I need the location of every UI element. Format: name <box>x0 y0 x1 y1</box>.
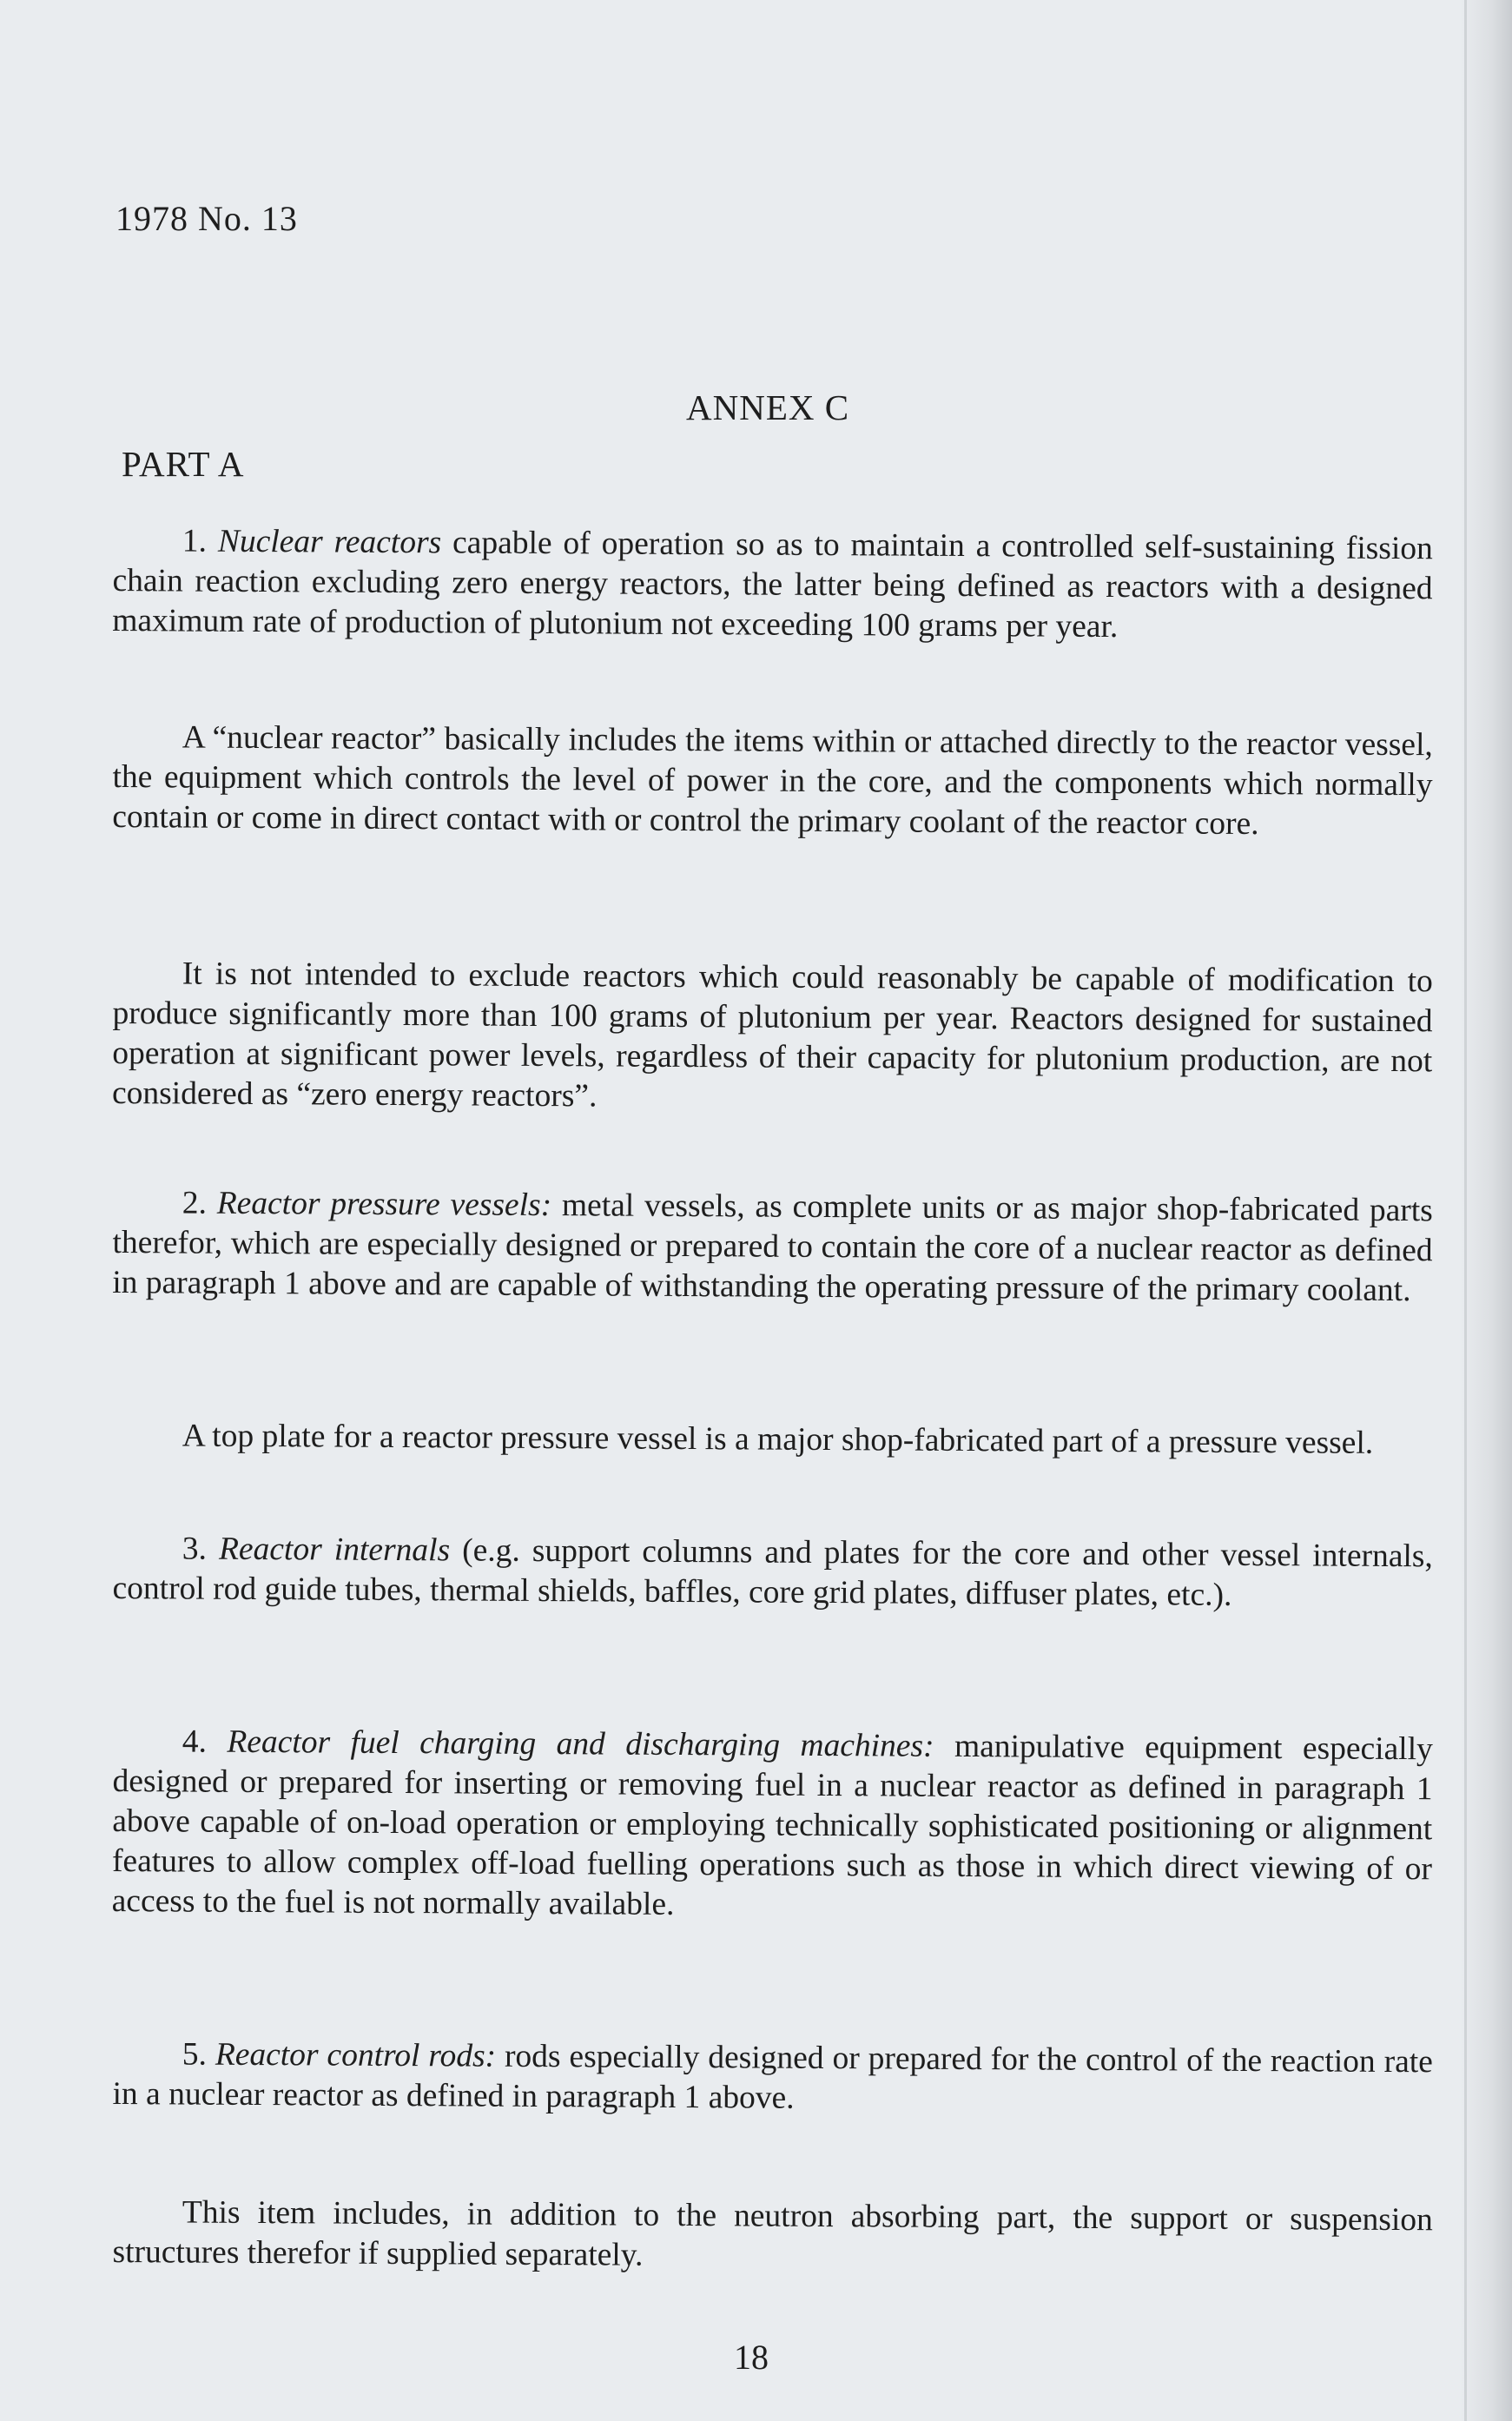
paragraph-number: 4. <box>182 1723 208 1760</box>
paragraph-text: (e.g. support columns and plates for the core and other vessel internals, control rod guide tubes, thermal shields, baffles, core grid plates, diffuser plates, etc.). <box>112 1532 1433 1613</box>
paragraph-2-note <box>113 1416 1433 1464</box>
part-title: PART A <box>122 444 245 484</box>
paragraph-4 <box>112 1722 1433 1929</box>
instrument-reference: 1978 No. 13 <box>116 199 298 238</box>
paragraph-text: This item includes, in addition to the neutron absorbing part, the support or suspension structures therefor if supplied separately. <box>112 2194 1433 2273</box>
paragraph-1-note-b <box>112 954 1433 1121</box>
page-gutter-line <box>1464 0 1467 2421</box>
paragraph-number: 3. <box>182 1531 208 1567</box>
paragraph-2 <box>112 1183 1433 1311</box>
paragraph-1 <box>112 521 1433 649</box>
paragraph-1-note-a <box>112 718 1433 845</box>
paragraph-number: 1. <box>182 523 208 559</box>
annex-title: ANNEX C <box>686 387 850 427</box>
paragraph-text: manipulative equipment especially designed or prepared for inserting or removing fuel in a nuclear reactor as defined in paragraph 1 above capable of on-load operation or employing technically sophisticated positioning or alignment features to allow complex off-load fuelling operations such as those in which direct viewing of or access to the fuel is not normally available. <box>111 1728 1433 1922</box>
paragraph-text: capable of operation so as to maintain a controlled self-sustaining fission chain reaction excluding zero energy reactors, the latter being defined as reactors with a designed maximum rate of production of plutonium not exceeding 100 grams per year. <box>112 525 1433 645</box>
page-edge-shadow <box>1460 0 1512 2421</box>
paragraph-term: Reactor internals <box>218 1531 451 1569</box>
paragraph-5 <box>112 2034 1433 2122</box>
paragraph-term: Reactor fuel charging and discharging machines: <box>227 1723 934 1764</box>
paragraph-term: Nuclear reactors <box>217 523 442 561</box>
paragraph-text: A top plate for a reactor pressure vessel is a major shop-fabricated part of a pressure vessel. <box>182 1418 1374 1461</box>
page-number: 18 <box>734 2338 769 2377</box>
paragraph-number: 2. <box>182 1185 208 1221</box>
paragraph-3 <box>112 1529 1433 1617</box>
paragraph-text: A “nuclear reactor” basically includes the items within or attached directly to the reactor vessel, the equipment which controls the level of power in the core, and the components which normally contain or come in direct contact with or control the primary coolant of the reactor core. <box>112 719 1433 843</box>
paragraph-term: Reactor control rods: <box>215 2036 497 2074</box>
paragraph-5-note <box>112 2193 1433 2280</box>
paragraph-term: Reactor pressure vessels: <box>216 1185 552 1224</box>
paragraph-text: It is not intended to exclude reactors which could reasonably be capable of modification to produce significantly more than 100 grams of plutonium per year. Reactors designed for sustained operation at significant power levels, regardless of their capacity for plutonium production, are not considered as “zero energy reactors”. <box>111 956 1433 1115</box>
paragraph-number: 5. <box>182 2036 208 2073</box>
paragraph-text: metal vessels, as complete units or as major shop-fabricated parts therefor, which are especially designed or prepared to contain the core of a nuclear reactor as defined in paragraph 1 above and are capable of withstanding the operating pressure of the primary coolant. <box>112 1187 1433 1309</box>
paragraph-text: rods especially designed or prepared for the control of the reaction rate in a nuclear reactor as defined in paragraph 1 above. <box>112 2038 1433 2116</box>
